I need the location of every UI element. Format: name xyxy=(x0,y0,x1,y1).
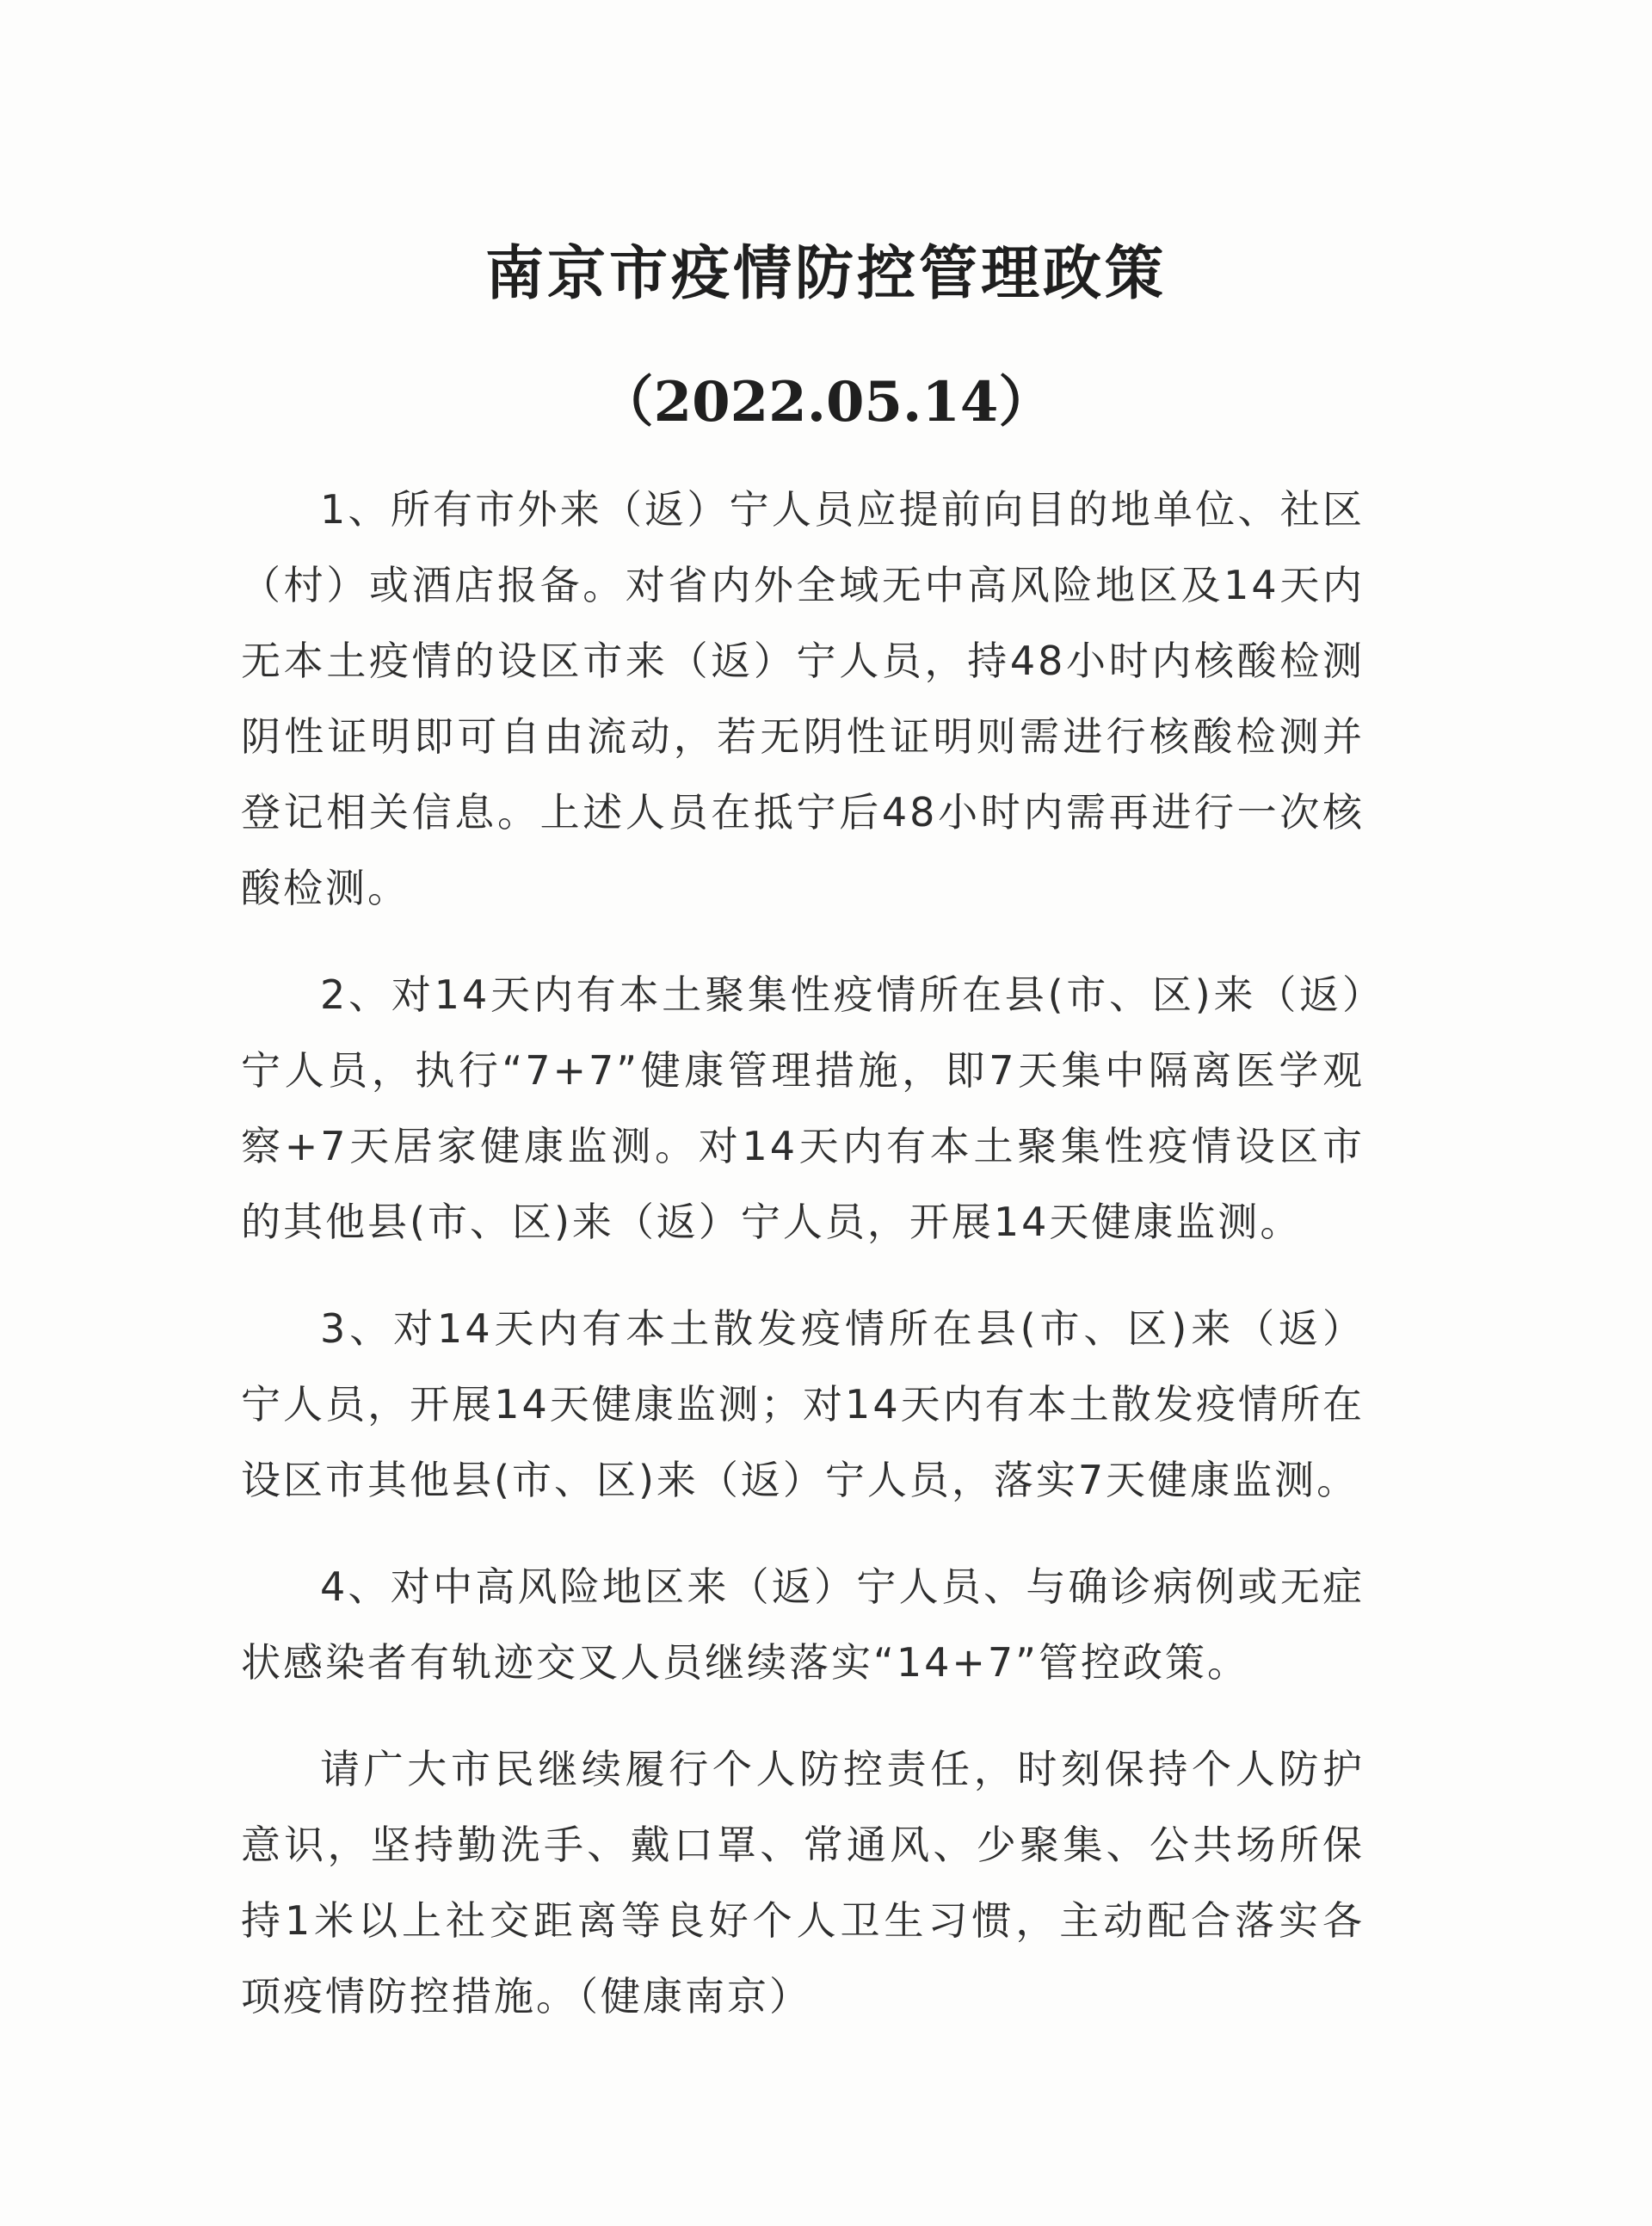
paragraph-3: 3、对14天内有本土散发疫情所在县(市、区)来（返）宁人员，开展14天健康监测；对14天内有本土散发疫情所在设区市其他县(市、区)来（返）宁人员，落实7天健康监测。 xyxy=(241,1305,1365,1503)
paragraph-1: 1、所有市外来（返）宁人员应提前向目的地单位、社区（村）或酒店报备。对省内外全域无中高风险地区及14天内无本土疫情的设区市来（返）宁人员，持48小时内核酸检测阴性证明即可自由流动，若无阴性证明则需进行核酸检测并登记相关信息。上述人员在抵宁后48小时内需再进行一次核酸检测。 xyxy=(241,486,1365,911)
document-body xyxy=(241,472,1365,2034)
document-title: 南京市疫情防控管理政策 xyxy=(484,239,1167,308)
paragraph-2: 2、对14天内有本土聚集性疫情所在县(市、区)来（返）宁人员，执行“7+7”健康管理措施，即7天集中隔离医学观察+7天居家健康监测。对14天内有本土聚集性疫情设区市的其他县(市、区)来（返）宁人员，开展14天健康监测。 xyxy=(241,971,1365,1245)
closing-paragraph: 请广大市民继续履行个人防控责任，时刻保持个人防护意识，坚持勤洗手、戴口罩、常通风、少聚集、公共场所保持1米以上社交距离等良好个人卫生习惯，主动配合落实各项疫情防控措施。（健康南京） xyxy=(241,1746,1365,2019)
paragraph-4: 4、对中高风险地区来（返）宁人员、与确诊病例或无症状感染者有轨迹交叉人员继续落实“14+7”管控政策。 xyxy=(241,1563,1365,1686)
document-date: （2022.05.14） xyxy=(598,370,1054,435)
